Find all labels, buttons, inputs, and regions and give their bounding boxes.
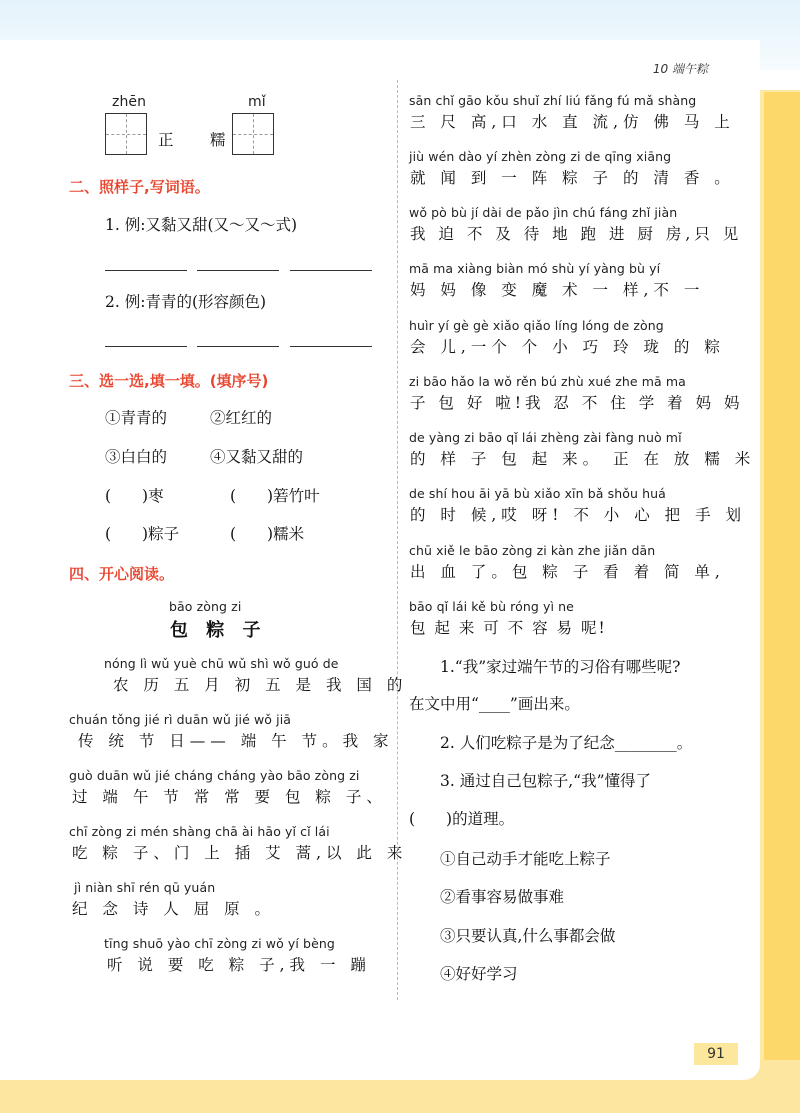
question-3-option: ③只要认真,什么事都会做 [440,927,616,945]
passage-pinyin-line: chī zòng zi mén shàng chā ài hāo yǐ cǐ lái [69,824,330,839]
passage-hanzi-line: 吃 粽 子、门 上 插 艾 蒿,以 此 来 [72,844,408,862]
passage-hanzi-line: 会 儿,一个 个 小 巧 玲 珑 的 粽 [410,338,725,356]
fill-blank-zongzi[interactable]: ( )粽子 [105,525,180,543]
pinyin-zhen: zhēn [112,94,147,110]
passage-pinyin-line: tīng shuō yào chī zòng zi wǒ yí bèng [104,936,335,951]
passage-pinyin-line: chū xiě le bāo zòng zi kàn zhe jiǎn dān [409,543,656,558]
fill-blank-rice[interactable]: ( )糯米 [230,525,305,543]
article-title: 包 粽 子 [170,620,267,641]
answer-blank[interactable] [197,270,279,271]
tian-grid-box-1[interactable] [105,113,147,155]
question-3-line2[interactable]: ( )的道理。 [409,810,515,828]
lesson-title: 10 端午粽 [652,62,708,76]
passage-pinyin-line: wǒ pò bù jí dài de pǎo jìn chú fáng zhǐ jiàn [409,205,678,220]
section2-q2: 2. 例:青青的(形容颜色) [105,293,267,311]
passage-pinyin-line: jiù wén dào yí zhèn zòng zi de qīng xiāng [409,149,672,164]
section2-q1: 1. 例:又黏又甜(又～又～式) [105,216,298,234]
passage-pinyin-line: mā ma xiàng biàn mó shù yí yàng bù yí [409,261,661,276]
question-3-option: ④好好学习 [440,965,518,983]
question-1-line1: 1.“我”家过端午节的习俗有哪些呢? [440,658,681,676]
answer-blank[interactable] [197,346,279,347]
passage-pinyin-line: sān chǐ gāo kǒu shuǐ zhí liú fǎng fú mǎ shàng [409,93,697,108]
page-number: 91 [694,1043,738,1065]
section3-title: 三、选一选,填一填。(填序号) [69,372,269,390]
passage-hanzi-line: 三 尺 高,口 水 直 流,仿 佛 马 上 [410,113,735,131]
passage-pinyin-line: guò duān wǔ jié cháng cháng yào bāo zòng zi [69,768,360,783]
passage-hanzi-line: 就 闻 到 一 阵 粽 子 的 清 香 。 [410,169,735,187]
question-3-option: ②看事容易做事难 [440,888,565,906]
passage-hanzi-line: 听 说 要 吃 粽 子,我 一 蹦 [107,956,371,974]
passage-hanzi-line: 我 迫 不 及 待 地 跑 进 厨 房,只 见 [410,225,743,243]
tian-grid-box-2[interactable] [232,113,274,155]
section2-title: 二、照样子,写词语。 [69,178,210,196]
passage-pinyin-line: nóng lì wǔ yuè chū wǔ shì wǒ guó de [104,656,339,671]
passage-pinyin-line: jì niàn shī rén qū yuán [74,880,216,895]
section4-title: 四、开心阅读。 [69,565,175,583]
fill-blank-dates[interactable]: ( )枣 [105,487,164,505]
passage-hanzi-line: 子 包 好 啦!我 忍 不 住 学 着 妈 妈 [410,394,744,412]
char-nuo: 糯 [210,131,226,149]
passage-pinyin-line: de shí hou āi yā bù xiǎo xīn bǎ shǒu huá [409,486,666,501]
passage-hanzi-line: 过 端 午 节 常 常 要 包 粽 子、 [72,788,387,806]
passage-hanzi-line: 传 统 节 日—— 端 午 节。我 家 [78,732,394,750]
option-3: ③白白的 [105,448,168,466]
article-title-pinyin: bāo zòng zi [169,599,242,614]
passage-hanzi-line: 出 血 了。包 粽 子 看 着 简 单, [410,563,725,581]
passage-pinyin-line: de yàng zi bāo qǐ lái zhèng zài fàng nuò mǐ [409,430,682,445]
passage-hanzi-line: 包 起 来 可 不 容 易 呢! [410,619,607,637]
passage-hanzi-line: 农 历 五 月 初 五 是 我 国 的 [113,676,408,694]
question-3-line1: 3. 通过自己包粽子,“我”懂得了 [440,772,651,790]
answer-blank[interactable] [105,270,187,271]
answer-blank[interactable] [290,346,372,347]
passage-hanzi-line: 的 样 子 包 起 来。 正 在 放 糯 米 [410,450,756,468]
option-4: ④又黏又甜的 [210,448,304,466]
question-1-line2: 在文中用“____”画出来。 [409,695,580,713]
answer-blank[interactable] [105,346,187,347]
passage-pinyin-line: huìr yí gè gè xiǎo qiǎo líng lóng de zòng [409,318,664,333]
passage-pinyin-line: chuán tǒng jié rì duān wǔ jié wǒ jiā [69,712,292,727]
fill-blank-leaves[interactable]: ( )箬竹叶 [230,487,320,505]
passage-pinyin-line: bāo qǐ lái kě bù róng yì ne [409,599,574,614]
question-2: 2. 人们吃粽子是为了纪念________。 [440,734,693,752]
option-2: ②红红的 [210,409,273,427]
option-1: ①青青的 [105,409,168,427]
answer-blank[interactable] [290,270,372,271]
passage-hanzi-line: 纪 念 诗 人 屈 原 。 [72,900,276,918]
passage-hanzi-line: 妈 妈 像 变 魔 术 一 样,不 一 [410,281,705,299]
passage-pinyin-line: zi bāo hǎo la wǒ rěn bú zhù xué zhe mā ma [409,374,686,389]
char-zheng: 正 [158,131,174,149]
question-3-option: ①自己动手才能吃上粽子 [440,850,611,868]
column-divider [397,80,398,1000]
page-edge-decoration-inner [764,92,800,1113]
pinyin-mi: mǐ [248,94,266,110]
passage-hanzi-line: 的 时 候,哎 呀! 不 小 心 把 手 划 [410,506,746,524]
